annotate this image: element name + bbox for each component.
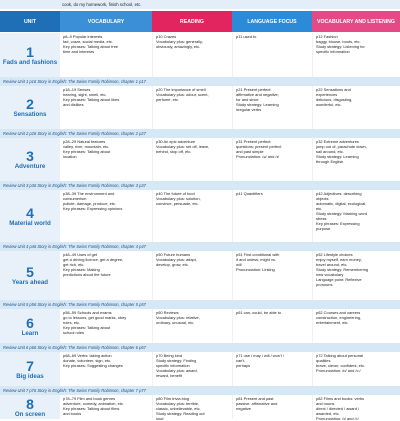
header-vocabulary-listening: VOCABULARY AND LISTENING: [312, 11, 400, 32]
cell-line: Key phrases: Talking about free: [63, 44, 119, 50]
cell-line: Study strategy: Finding: [156, 358, 197, 364]
cell-line: Key phrases: Talking about: [63, 325, 111, 331]
cell-line: Study strategy: Listening for: [316, 44, 365, 50]
cell-line: and past simple: [236, 149, 264, 155]
vocabulary-listening-cell: [312, 138, 400, 181]
cell-line: Pronunciation: /ɒ/ and /ɔː/: [316, 368, 361, 374]
cell-line: questions; present perfect: [236, 144, 282, 150]
cell-line: pollute, damage, produce, etc.: [63, 201, 116, 207]
vocabulary-cell: [60, 33, 152, 77]
cell-line: get a driving licence, get a degree,: [63, 257, 124, 263]
language-focus-cell: [232, 33, 312, 77]
cell-line: behind, stop off, etc.: [156, 149, 192, 155]
language-focus-cell: [232, 138, 312, 181]
unit-cell: [0, 309, 60, 343]
cell-line: p51 First conditional with: [236, 252, 280, 257]
cell-line: Vocabulary plus: set off, leave,: [156, 144, 210, 150]
cell-line: Language point: Reflexive: [316, 277, 362, 283]
reading-cell: [152, 33, 232, 77]
cell-line: p21 Present perfect:: [236, 87, 272, 92]
cell-line: Key phrases: Talking about films: [63, 406, 120, 412]
vocabulary-listening-cell: [312, 395, 400, 419]
review-bar[interactable]: Review Unit 4 p46 Story in English: The Swiss Family Robinson, chapter 4 p47: [0, 242, 400, 251]
cell-line: Key phrases: Making: [63, 267, 100, 273]
cell-line: and books: [63, 411, 82, 417]
cell-line: p82 Films and books: verbs: [316, 396, 365, 401]
header-reading: READING: [152, 11, 232, 32]
cell-line: Study strategy: Remembering: [316, 267, 369, 273]
cell-line: through English: [316, 159, 344, 165]
review-bar[interactable]: Review Unit 7 p76 Story in English: The Swiss Family Robinson, chapter 7 p77: [0, 386, 400, 395]
cell-line: affirmative and negative;: [236, 92, 279, 98]
cell-line: p61 can, could, be able to: [236, 310, 282, 315]
top-strip-cell: cook, do my homework, finish school, etc.: [60, 0, 152, 9]
cell-line: delicious, disgusting,: [316, 97, 353, 103]
reading-cell: [152, 190, 232, 242]
unit-number: 4: [26, 204, 34, 221]
cell-line: fad, craze, social media, etc.: [63, 39, 113, 45]
cell-line: specific information: [316, 49, 350, 55]
unit-number: 8: [26, 395, 34, 412]
unit-row: [0, 86, 400, 129]
cell-line: p48–49 Uses of get: [63, 252, 98, 257]
cell-line: if and unless; might vs.: [236, 257, 277, 263]
cell-line: develop, grow, etc.: [156, 262, 189, 268]
cell-line: p72 Talking about personal: [316, 353, 363, 358]
unit-number: 6: [26, 314, 34, 331]
vocabulary-listening-cell: [312, 352, 400, 386]
top-strip-cell: [152, 0, 232, 9]
vocabulary-cell: [60, 309, 152, 343]
cell-line: qualities: [316, 358, 331, 364]
cell-line: Key phrases: Talking about likes: [63, 97, 120, 103]
review-bar[interactable]: Review Unit 1 p16 Story in English: The Swiss Family Robinson, chapter 1 p17: [0, 77, 400, 86]
header-unit: UNIT: [0, 11, 60, 32]
reading-cell: [152, 251, 232, 300]
unit-cell: [0, 352, 60, 386]
cell-line: perfume, etc.: [156, 97, 179, 103]
cell-line: Vocabulary plus: award,: [156, 368, 198, 374]
cell-line: Vocabulary plus: adapt,: [156, 257, 197, 263]
reading-cell: [152, 86, 232, 129]
top-strip: [0, 0, 400, 9]
unit-row: [0, 138, 400, 181]
unit-title: Material world: [9, 219, 51, 227]
cell-line: p28–29 Natural features: [63, 139, 106, 144]
vocabulary-listening-cell: [312, 33, 400, 77]
cell-line: brave, clever, confident, etc.: [316, 363, 366, 369]
unit-number: 1: [26, 43, 34, 60]
cell-line: Vocabulary plus: relative,: [156, 315, 200, 321]
vocabulary-listening-cell: [312, 251, 400, 300]
cell-line: p20 The importance of smell: [156, 87, 206, 92]
language-focus-cell: [232, 190, 312, 242]
cell-line: baggy, blouse, boots, etc.: [316, 39, 361, 45]
reading-cell: [152, 395, 232, 419]
cell-line: p78–79 Film and book genres: [63, 396, 116, 401]
cell-line: direct / directed / award /: [316, 406, 360, 412]
cell-line: hearing, sight, smell, etc.: [63, 92, 107, 98]
header-vocabulary: VOCABULARY: [60, 11, 152, 32]
cell-line: Vocabulary plus: solution,: [156, 196, 201, 202]
cell-line: pronouns: [316, 282, 333, 288]
cell-line: p50 Future humans: [156, 252, 191, 257]
unit-title: Learn: [21, 329, 39, 337]
cell-line: donate, volunteer, sign, etc.: [63, 358, 112, 364]
cell-line: p10 Crazes: [156, 34, 177, 39]
cell-line: adventure, comedy, animation, etc.: [63, 401, 124, 407]
table-header: [0, 11, 400, 32]
unit-row: [0, 251, 400, 300]
cell-line: rules, etc.: [63, 320, 81, 326]
cell-line: classic, unbelievable, etc.: [156, 406, 201, 412]
cell-line: Vocabulary plus: terrible,: [156, 401, 200, 407]
cell-line: Study strategy: Learning: [316, 154, 359, 160]
unit-number: 7: [26, 357, 34, 374]
cell-line: time and interests: [63, 49, 95, 55]
cell-line: Key phrases: Expressing: [316, 221, 360, 227]
unit-title: Big ideas: [16, 372, 44, 380]
cell-line: p41 Quantifiers: [236, 191, 263, 196]
unit-title: On screen: [14, 410, 46, 418]
unit-cell: [0, 138, 60, 181]
cell-line: experiences: [316, 92, 338, 98]
reading-cell: [152, 138, 232, 181]
cell-line: loud: [156, 416, 164, 421]
cell-line: Key phrases: Suggesting changes: [63, 363, 123, 369]
cell-line: p12 Fashion: [316, 34, 338, 39]
language-focus-cell: [232, 352, 312, 386]
cell-line: for and since: [236, 97, 259, 103]
cell-line: and nouns: [316, 401, 335, 407]
cell-line: wonderful, etc.: [316, 102, 342, 108]
cell-line: passive: affirmative and: [236, 401, 278, 407]
unit-title: Fads and fashions: [2, 58, 58, 66]
cell-line: irregular verbs: [236, 107, 262, 113]
review-bar[interactable]: Review Unit 5 p56 Story in English: The Swiss Family Robinson, chapter 5 p57: [0, 300, 400, 309]
review-bar[interactable]: Review Unit 6 p66 Story in English: The Swiss Family Robinson, chapter 6 p67: [0, 343, 400, 352]
cell-line: jump out of, parachute down,: [316, 144, 367, 150]
cell-line: Vocabulary plus: generally,: [156, 39, 203, 45]
unit-row: [0, 190, 400, 242]
unit-number: 3: [26, 148, 34, 164]
cell-line: can't,: [236, 358, 246, 364]
cell-line: Pronunciation: /ə/ and /ɪ/: [236, 154, 279, 160]
cell-line: objects: [316, 196, 329, 202]
vocabulary-listening-cell: [312, 86, 400, 129]
unit-number: 2: [26, 96, 34, 112]
cell-line: p32 Extreme adventures: [316, 139, 359, 144]
cell-line: get rich, etc.: [63, 262, 85, 268]
cell-line: p58–59 Schools and exams: [63, 310, 112, 315]
vocabulary-cell: [60, 352, 152, 386]
unit-cell: [0, 395, 60, 419]
top-strip-cell: [232, 0, 312, 9]
unit-cell: [0, 251, 60, 300]
cell-line: p22 Sensations and: [316, 87, 351, 92]
cell-line: p30 An epic adventure: [156, 139, 196, 144]
cell-line: specific information: [156, 363, 190, 369]
cell-line: perhaps: [236, 363, 251, 369]
unit-title: Sensations: [13, 111, 47, 118]
vocabulary-cell: [60, 190, 152, 242]
cell-line: and dislikes: [63, 102, 84, 108]
unit-row: [0, 352, 400, 386]
vocabulary-listening-cell: [312, 190, 400, 242]
cell-line: predictions about the future: [63, 272, 111, 278]
vocabulary-cell: [60, 138, 152, 181]
vocabulary-cell: [60, 86, 152, 129]
cell-line: Vocabulary plus: odour, scent,: [156, 92, 209, 98]
cell-line: p8–9 Popular interests: [63, 34, 103, 39]
vocabulary-cell: [60, 395, 152, 419]
cell-line: p60 Reviews: [156, 310, 179, 315]
cell-line: reward, benefit: [156, 373, 183, 379]
cell-line: convince, persuade, etc.: [156, 201, 199, 207]
cell-line: Key phrases: Expressing opinions: [63, 206, 123, 212]
top-strip-cell: [312, 0, 400, 9]
cell-line: p18–19 Senses: [63, 87, 91, 92]
reading-cell: [152, 352, 232, 386]
cell-line: travel around, etc.: [316, 262, 348, 268]
cell-line: negative: [236, 406, 251, 412]
cell-line: p40 The future of food: [156, 191, 195, 196]
cell-line: p42 Adjectives: describing: [316, 191, 362, 196]
cell-line: valley, river, mountain, etc.: [63, 144, 110, 150]
top-strip-cell: [0, 0, 60, 9]
cell-line: obviously, amazingly, etc.: [156, 44, 201, 50]
cell-line: p71 use / may / will / won't /: [236, 353, 285, 358]
cell-line: ordinary, unusual, etc.: [156, 320, 195, 326]
cell-line: school rules: [63, 330, 85, 336]
unit-cell: [0, 33, 60, 77]
cell-line: entertainment, etc.: [316, 320, 349, 326]
cell-line: construction, engineering,: [316, 315, 362, 321]
reading-cell: [152, 309, 232, 343]
cell-line: Study strategy: Marking word: [316, 211, 367, 217]
cell-line: p52 Lifestyle choices: [316, 252, 353, 257]
unit-title: Adventure: [14, 163, 46, 170]
cell-line: new vocabulary: [316, 272, 344, 278]
cell-line: enjoy myself, earn money,: [316, 257, 362, 263]
unit-row: [0, 395, 400, 419]
cell-line: Pronunciation: Linking: [236, 267, 275, 273]
cell-line: p38–39 The environment and: [63, 191, 115, 196]
cell-line: awarded, etc.: [316, 411, 340, 417]
language-focus-cell: [232, 309, 312, 343]
cell-line: will: [236, 262, 242, 268]
header-language-focus: LANGUAGE FOCUS: [232, 11, 312, 32]
cell-line: purpose: [316, 226, 331, 232]
cell-line: p11 used to: [236, 34, 257, 39]
cell-line: Study strategy: Learning: [236, 102, 279, 108]
cell-line: Pronunciation: /ɪ/ and /iː/: [316, 416, 359, 421]
language-focus-cell: [232, 251, 312, 300]
cell-line: etc.: [316, 206, 323, 212]
unit-row: [0, 33, 400, 77]
cell-line: consumerism: [63, 196, 87, 202]
cell-line: stress: [316, 216, 327, 222]
cell-line: location: [63, 154, 77, 160]
vocabulary-cell: [60, 251, 152, 300]
unit-cell: [0, 190, 60, 242]
vocabulary-listening-cell: [312, 309, 400, 343]
unit-title: Years ahead: [11, 279, 49, 286]
unit-number: 5: [26, 264, 34, 280]
cell-line: p68–69 Verbs: taking action: [63, 353, 112, 358]
cell-line: go to lessons, get good marks, obey: [63, 315, 127, 321]
cell-line: Study strategy: Reading out: [156, 411, 205, 417]
language-focus-cell: [232, 395, 312, 419]
cell-line: Key phrases: Talking about: [63, 149, 111, 155]
review-bar[interactable]: Review Unit 2 p26 Story in English: The Swiss Family Robinson, chapter 2 p27: [0, 129, 400, 138]
unit-row: [0, 309, 400, 343]
language-focus-cell: [232, 86, 312, 129]
cell-line: automatic, digital, ecological,: [316, 201, 367, 207]
review-bar[interactable]: Review Unit 3 p36 Story in English: The Swiss Family Robinson, chapter 3 p37: [0, 181, 400, 190]
unit-cell: [0, 86, 60, 129]
cell-line: p31 Present perfect:: [236, 139, 272, 144]
cell-line: p81 Present and past: [236, 396, 274, 401]
cell-line: p80 Film trivia blog: [156, 396, 190, 401]
cell-line: p62 Courses and careers: [316, 310, 361, 315]
cell-line: sail around, etc.: [316, 149, 344, 155]
cell-line: p70 Being kind: [156, 353, 183, 358]
